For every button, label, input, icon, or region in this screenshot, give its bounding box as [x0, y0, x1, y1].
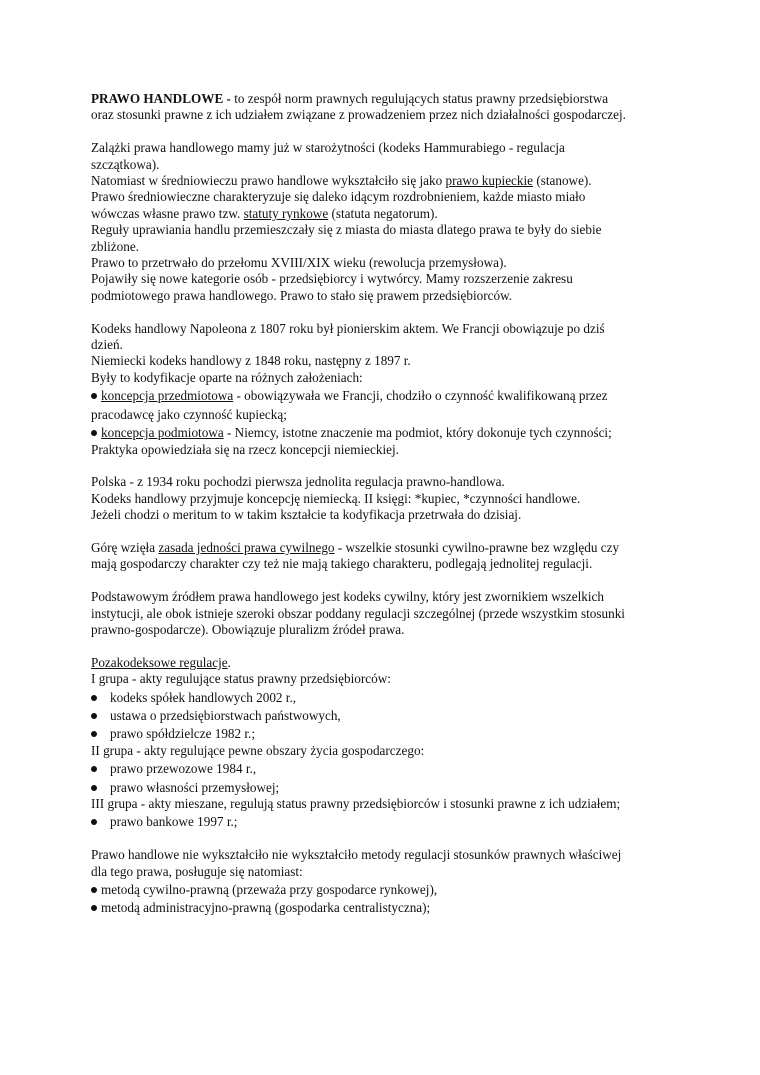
list-item-text: kodeks spółek handlowych 2002 r.,: [110, 689, 297, 705]
bullet-icon: [91, 887, 97, 893]
intro-term: PRAWO HANDLOWE -: [91, 91, 231, 106]
list-item-text: prawo przewozowe 1984 r.,: [110, 761, 257, 777]
text: .: [227, 654, 231, 670]
underlined-term: koncepcja przedmiotowa: [101, 388, 234, 404]
codes-line-4: Były to kodyfikacje oparte na różnych założeniach:: [91, 369, 363, 385]
text: Natomiast w średniowieczu prawo handlowe wykształciło się jako: [91, 173, 446, 189]
bullet-icon: [91, 731, 97, 737]
codes-bullet-2: [91, 425, 681, 441]
list-item-text: prawo bankowe 1997 r.;: [110, 814, 238, 830]
history-line-2: szczątkowa).: [91, 156, 160, 172]
bullet-icon: [91, 430, 97, 436]
group-2-title: II grupa - akty regulujące pewne obszary życia gospodarczego:: [91, 742, 425, 758]
history-line-4: Prawo średniowieczne charakteryzuje się daleko idącym rozdrobnieniem, każde miasto miało: [91, 189, 586, 205]
group-3-title: III grupa - akty mieszane, regulują status prawny przedsiębiorców i stosunki prawne z ich udziałem;: [91, 795, 621, 811]
methods-bullet-1: [91, 882, 681, 898]
history-line-5: [91, 206, 681, 222]
section-heading: Pozakodeksowe regulacje: [91, 654, 228, 670]
text: metodą administracyjno-prawną (gospodarka centralistyczna);: [101, 900, 431, 916]
poland-line-1: Polska - z 1934 roku pochodzi pierwsza jednolita regulacja prawno-handlowa.: [91, 474, 505, 490]
intro-text: to zespół norm prawnych regulujących status prawny przedsiębiorstwa: [230, 91, 609, 106]
underlined-term: zasada jedności prawa cywilnego: [158, 539, 335, 555]
list-item: [91, 690, 681, 706]
history-line-7: zbliżone.: [91, 238, 139, 254]
group-1-title: I grupa - akty regulujące status prawny przedsiębiorców:: [91, 671, 391, 687]
history-line-9: Pojawiły się nowe kategorie osób - przedsiębiorcy i wytwórcy. Mamy rozszerzenie zakresu: [91, 271, 573, 287]
text: metodą cywilno-prawną (przeważa przy gospodarce rynkowej),: [101, 881, 438, 897]
history-line-6: Reguły uprawiania handlu przemieszczały się z miasta do miasta dlatego prawa te były do siebie: [91, 222, 602, 238]
text: - obowiązywała we Francji, chodziło o czynność kwalifikowaną przez: [233, 388, 608, 404]
unity-line-1: [91, 540, 681, 556]
bullet-icon: [91, 713, 97, 719]
history-line-10: podmiotowego prawa handlowego. Prawo to stało się prawem przedsiębiorców.: [91, 287, 513, 303]
history-line-3: [91, 173, 681, 189]
poland-line-3: Jeżeli chodzi o meritum to w takim kształcie ta kodyfikacja przetrwała do dzisiaj.: [91, 507, 522, 523]
bullet-icon: [91, 785, 97, 791]
codes-line-2: dzień.: [91, 337, 123, 353]
sources-line-1: Podstawowym źródłem prawa handlowego jest kodeks cywilny, który jest zwornikiem wszelkich: [91, 589, 604, 605]
document-body: [91, 91, 681, 917]
methods-line-1: Prawo handlowe nie wykształciło nie wykształciło metody regulacji stosunków prawnych właściwej: [91, 847, 622, 863]
methods-bullet-2: [91, 900, 681, 916]
history-line-8: Prawo to przetrwało do przełomu XVIII/XIX wieku (rewolucja przemysłowa).: [91, 255, 507, 271]
bullet-icon: [91, 905, 97, 911]
intro-line-1: [91, 91, 681, 107]
bullet-icon: [91, 766, 97, 772]
codes-line-3: Niemiecki kodeks handlowy z 1848 roku, następny z 1897 r.: [91, 353, 411, 369]
bullet-icon: [91, 819, 97, 825]
sources-line-2: instytucji, ale obok istnieje szeroki obszar poddany regulacji szczególnej (przede wszystkim stosunki: [91, 605, 625, 621]
bullet-icon: [91, 393, 97, 399]
underlined-term: prawo kupieckie: [445, 173, 534, 189]
text: Górę wzięła: [91, 539, 159, 555]
list-item: [91, 761, 681, 777]
list-item: [91, 708, 681, 724]
sources-line-3: prawno-gospodarcze). Obowiązuje pluralizm źródeł prawa.: [91, 621, 405, 637]
list-item: [91, 814, 681, 830]
text: wówczas własne prawo tzw.: [91, 205, 244, 221]
codes-line-5: Praktyka opowiedziała się na rzecz koncepcji niemieckiej.: [91, 441, 399, 457]
bullet-icon: [91, 695, 97, 701]
poland-line-2: Kodeks handlowy przyjmuje koncepcję niemiecką. II księgi: *kupiec, *czynności handlowe.: [91, 490, 581, 506]
intro-line-2: oraz stosunki prawne z ich udziałem związane z prowadzeniem przez nich działalności gospodarczej.: [91, 107, 626, 123]
list-item: [91, 780, 681, 796]
codes-bullet-1-cont: pracodawcę jako czynność kupiecką;: [91, 406, 287, 422]
history-line-1: Zalążki prawa handlowego mamy już w starożytności (kodeks Hammurabiego - regulacja: [91, 140, 565, 156]
list-item-text: prawo spółdzielcze 1982 r.;: [110, 726, 256, 742]
list-item-text: ustawa o przedsiębiorstwach państwowych,: [110, 707, 341, 723]
text: - wszelkie stosunki cywilno-prawne bez względu czy: [334, 539, 620, 555]
underlined-term: koncepcja podmiotowa: [101, 425, 224, 441]
underlined-term: statuty rynkowe: [243, 205, 329, 221]
list-item-text: prawo własności przemysłowej;: [110, 779, 280, 795]
unity-line-2: mają gospodarczy charakter czy też nie mają takiego charakteru, podlegają jednolitej regulacji.: [91, 556, 593, 572]
text: (stanowe).: [533, 173, 592, 189]
extra-heading: [91, 655, 681, 671]
text: (statuta negatorum).: [328, 205, 438, 221]
list-item: [91, 726, 681, 742]
codes-bullet-1: [91, 388, 681, 404]
methods-line-2: dla tego prawa, posługuje się natomiast:: [91, 863, 303, 879]
codes-line-1: Kodeks handlowy Napoleona z 1807 roku był pionierskim aktem. We Francji obowiązuje po dziś: [91, 320, 605, 336]
text: - Niemcy, istotne znaczenie ma podmiot, który dokonuje tych czynności;: [223, 425, 612, 441]
